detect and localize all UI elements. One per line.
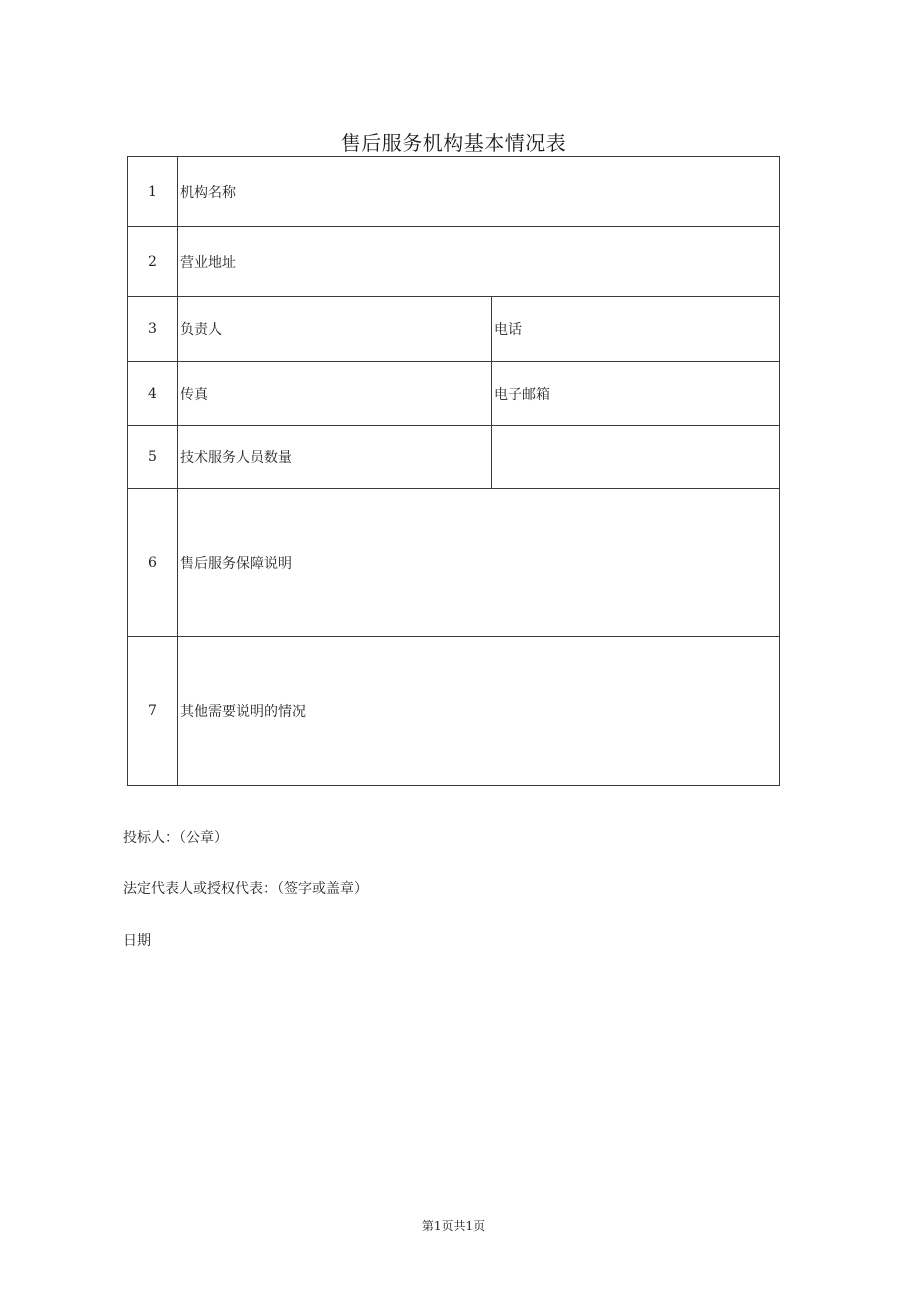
- row-number: 5: [128, 426, 178, 489]
- table-row-3: [128, 297, 780, 362]
- representative-signature-line: 法定代表人或授权代表：（签字或盖章）: [123, 881, 368, 897]
- table-row-4: [128, 362, 780, 426]
- table-row-1: [128, 157, 780, 227]
- row-number: 7: [128, 637, 178, 786]
- field-label-fax: 传真: [178, 362, 492, 426]
- date-line: 日期: [123, 933, 151, 949]
- row-number: 3: [128, 297, 178, 362]
- row-number: 4: [128, 362, 178, 426]
- field-label-other-notes: 其他需要说明的情况: [178, 637, 780, 786]
- field-label-email: 电子邮箱: [492, 362, 780, 426]
- info-table: [127, 156, 780, 786]
- field-label-service-guarantee: 售后服务保障说明: [178, 489, 780, 637]
- field-label-org-name: 机构名称: [178, 157, 780, 227]
- row-number: 1: [128, 157, 178, 227]
- table-row-5: [128, 426, 780, 489]
- document-title: 售后服务机构基本情况表: [340, 131, 567, 155]
- table-row-6: [128, 489, 780, 637]
- page-number: 第1页共1页: [421, 1219, 486, 1233]
- field-label-address: 营业地址: [178, 227, 780, 297]
- row-number: 2: [128, 227, 178, 297]
- bidder-seal-line: 投标人：（公章）: [123, 830, 228, 846]
- table-row-7: [128, 637, 780, 786]
- field-label-manager: 负责人: [178, 297, 492, 362]
- field-value-tech-staff-count: [492, 426, 780, 489]
- table-row-2: [128, 227, 780, 297]
- row-number: 6: [128, 489, 178, 637]
- field-label-tech-staff-count: 技术服务人员数量: [178, 426, 492, 489]
- field-label-phone: 电话: [492, 297, 780, 362]
